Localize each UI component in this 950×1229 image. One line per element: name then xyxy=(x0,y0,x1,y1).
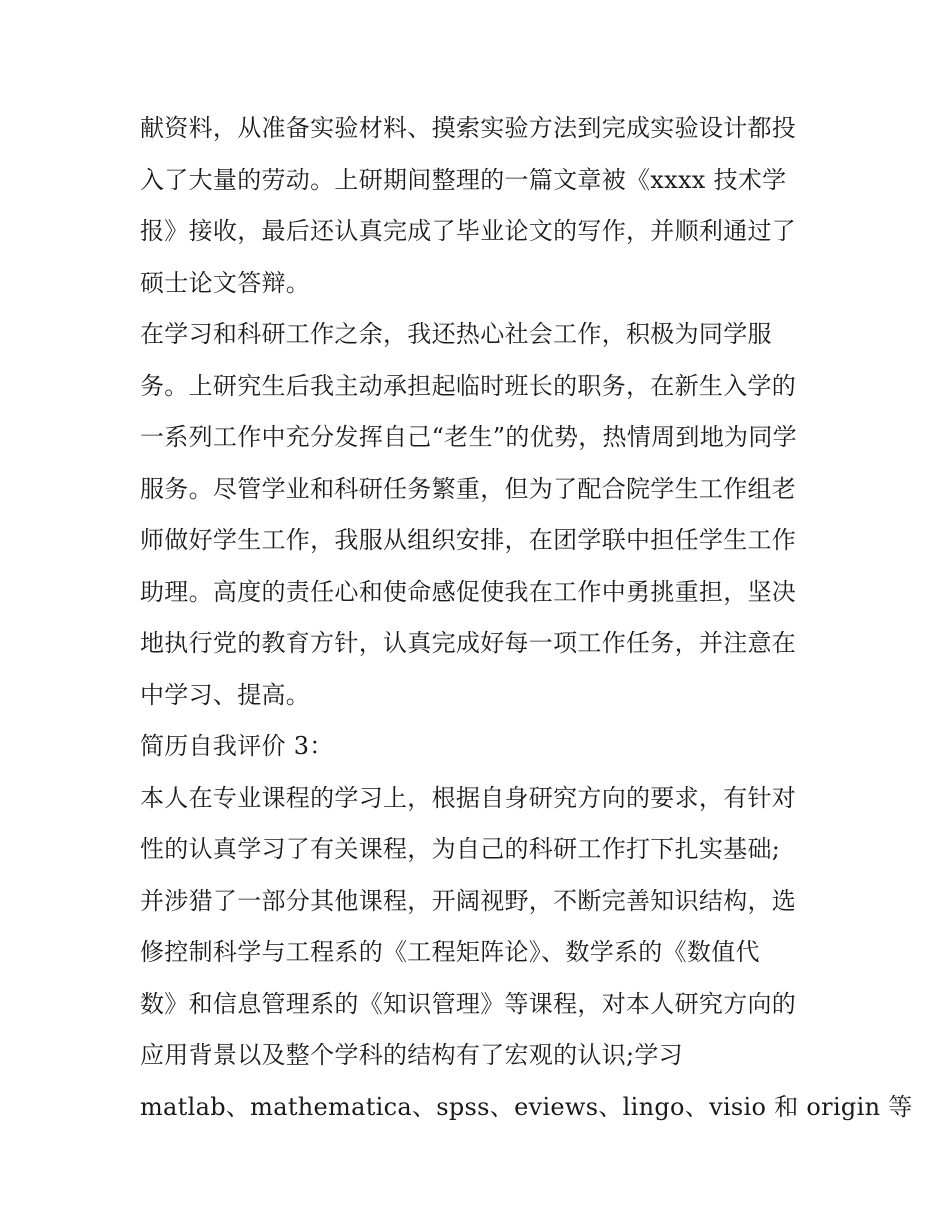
text-line: matlab、mathematica、spss、eviews、lingo、visio 和 origin 等 xyxy=(140,1092,913,1121)
text-line: 一系列工作中充分发挥自己“老生”的优势，热情周到地为同学 xyxy=(140,423,797,451)
text-line: 修控制科学与工程系的《工程矩阵论》、数学系的《数值代 xyxy=(140,938,760,966)
text-line: 应用背景以及整个学科的结构有了宏观的认识;学习 xyxy=(140,1041,683,1069)
text-line: 献资料，从准备实验材料、摸索实验方法到完成实验设计都投 xyxy=(140,114,797,142)
text-line: 性的认真学习了有关课程，为自己的科研工作打下扎实基础; xyxy=(140,835,781,863)
document-body xyxy=(140,103,913,1133)
text-line: 在学习和科研工作之余，我还热心社会工作，积极为同学服 xyxy=(140,320,772,348)
text-line: 中学习、提高。 xyxy=(140,680,311,709)
text-line: 报》接收，最后还认真完成了毕业论文的写作，并顺利通过了 xyxy=(140,217,797,245)
text-line: 数》和信息管理系的《知识管理》等课程，对本人研究方向的 xyxy=(140,989,797,1018)
text-line: 务。上研究生后我主动承担起临时班长的职务，在新生入学的 xyxy=(140,371,797,400)
text-line: 服务。尽管学业和科研任务繁重，但为了配合院学生工作组老 xyxy=(140,474,797,503)
text-line: 助理。高度的责任心和使命感促使我在工作中勇挑重担，坚决 xyxy=(140,577,797,606)
text-line: 并涉猎了一部分其他课程，开阔视野，不断完善知识结构，选 xyxy=(140,886,797,915)
text-line: 师做好学生工作，我服从组织安排，在团学联中担任学生工作 xyxy=(140,526,797,554)
text-line: 入了大量的劳动。上研期间整理的一篇文章被《xxxx 技术学 xyxy=(140,165,787,194)
text-line: 地执行党的教育方针，认真完成好每一项工作任务，并注意在 xyxy=(140,629,797,657)
section-heading: 简历自我评价 3： xyxy=(140,732,334,760)
text-line: 硕士论文答辩。 xyxy=(140,268,311,297)
text-line: 本人在专业课程的学习上，根据自身研究方向的要求，有针对 xyxy=(140,783,797,812)
